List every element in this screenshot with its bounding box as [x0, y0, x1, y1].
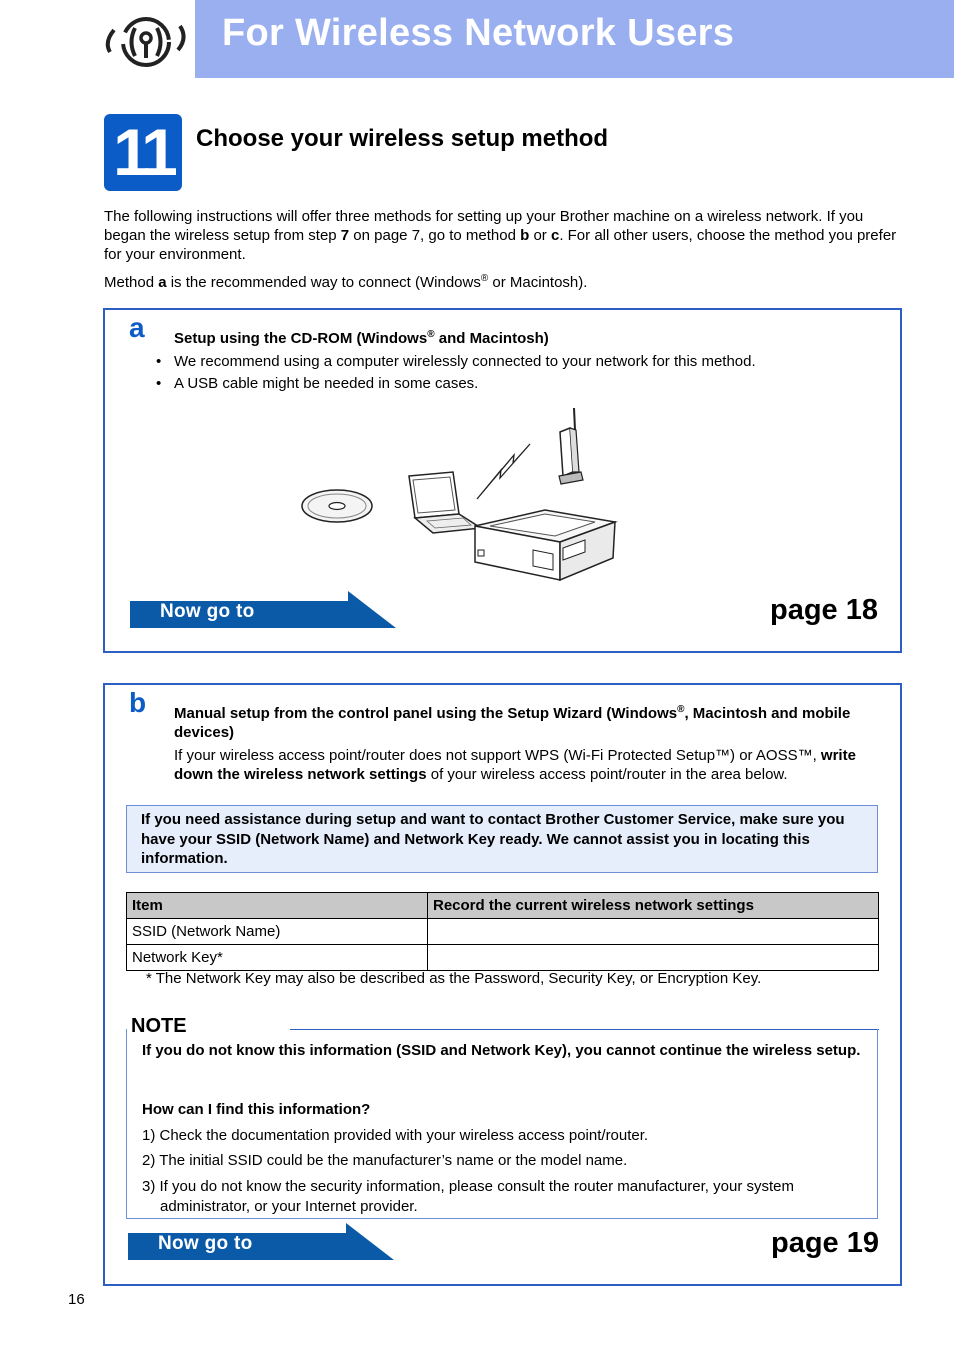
- column-header: Item: [127, 893, 428, 919]
- page-ref-18[interactable]: page 18: [770, 594, 878, 626]
- setup-illustration: [295, 400, 725, 590]
- method-b-title: Manual setup from the control panel using the Setup Wizard (Windows®, Macintosh and mobile devices): [174, 704, 851, 741]
- table-cell-input[interactable]: [428, 945, 879, 971]
- method-b-letter: b: [129, 687, 147, 718]
- table-cell: Network Key*: [127, 945, 428, 971]
- table-header-row: [127, 893, 879, 919]
- list-item: • We recommend using a computer wirelessly connected to your network for this method.: [156, 351, 876, 373]
- method-a-panel: [103, 308, 902, 653]
- now-go-to-arrow-b: [128, 1223, 394, 1260]
- intro-paragraph: The following instructions will offer three methods for setting up your Brother machine on a wireless network. If you began the wireless setup from step 7 on page 7, go to method b or c. For all other users, choose the method you prefer for your environment.: [104, 208, 897, 263]
- method-a-letter: a: [129, 312, 145, 343]
- page-ref-19[interactable]: page 19: [771, 1227, 879, 1259]
- note-warning: If you do not know this information (SSID and Network Key), you cannot continue the wireless setup.: [142, 1042, 861, 1059]
- list-item: • A USB cable might be needed in some cases.: [156, 373, 876, 395]
- table-row: [127, 945, 879, 971]
- note-item: 3) If you do not know the security information, please consult the router manufacturer, your system administrator, or your Internet provider.: [142, 1178, 794, 1215]
- now-go-to-arrow-a: [130, 591, 396, 628]
- assistance-note: If you need assistance during setup and want to contact Brother Customer Service, make sure you have your SSID (Network Name) and Network Key ready. We cannot assist you in locating this information.: [126, 805, 878, 873]
- table-cell-input[interactable]: [428, 919, 879, 945]
- step-title: Choose your wireless setup method: [196, 125, 609, 152]
- note-item: 2) The initial SSID could be the manufacturer’s name or the model name.: [142, 1152, 628, 1169]
- note-label: NOTE: [131, 1015, 187, 1037]
- intro-recommendation: Method a is the recommended way to connect (Windows® or Macintosh).: [104, 273, 588, 291]
- step-number: 11: [104, 114, 182, 191]
- column-header: Record the current wireless network settings: [428, 893, 879, 919]
- wifi-icon: [102, 12, 188, 68]
- now-go-to-label: Now go to: [158, 1233, 253, 1254]
- printer-icon: [475, 510, 615, 580]
- page-title: For Wireless Network Users: [222, 12, 735, 54]
- footnote: * The Network Key may also be described as the Password, Security Key, or Encryption Key.: [146, 970, 762, 987]
- wireless-signal-icon: [477, 444, 530, 499]
- method-a-bullets: [156, 351, 876, 395]
- settings-table: [126, 892, 879, 971]
- note-box: [126, 1029, 878, 1219]
- intro-text: [104, 207, 904, 297]
- router-icon: [559, 408, 583, 484]
- laptop-icon: [409, 472, 481, 533]
- method-a-title: Setup using the CD-ROM (Windows® and Macintosh): [174, 329, 549, 347]
- note-item: 1) Check the documentation provided with your wireless access point/router.: [142, 1127, 649, 1144]
- now-go-to-label: Now go to: [160, 601, 255, 622]
- page-number: 16: [68, 1291, 85, 1308]
- table-row: [127, 919, 879, 945]
- method-b-description: If your wireless access point/router does not support WPS (Wi-Fi Protected Setup™) or AOSS™, write down the wireless network settings of your wireless access point/router in the area below.: [174, 747, 856, 783]
- table-cell: SSID (Network Name): [127, 919, 428, 945]
- note-question: How can I find this information?: [142, 1101, 371, 1118]
- cd-rom-icon: [302, 490, 372, 522]
